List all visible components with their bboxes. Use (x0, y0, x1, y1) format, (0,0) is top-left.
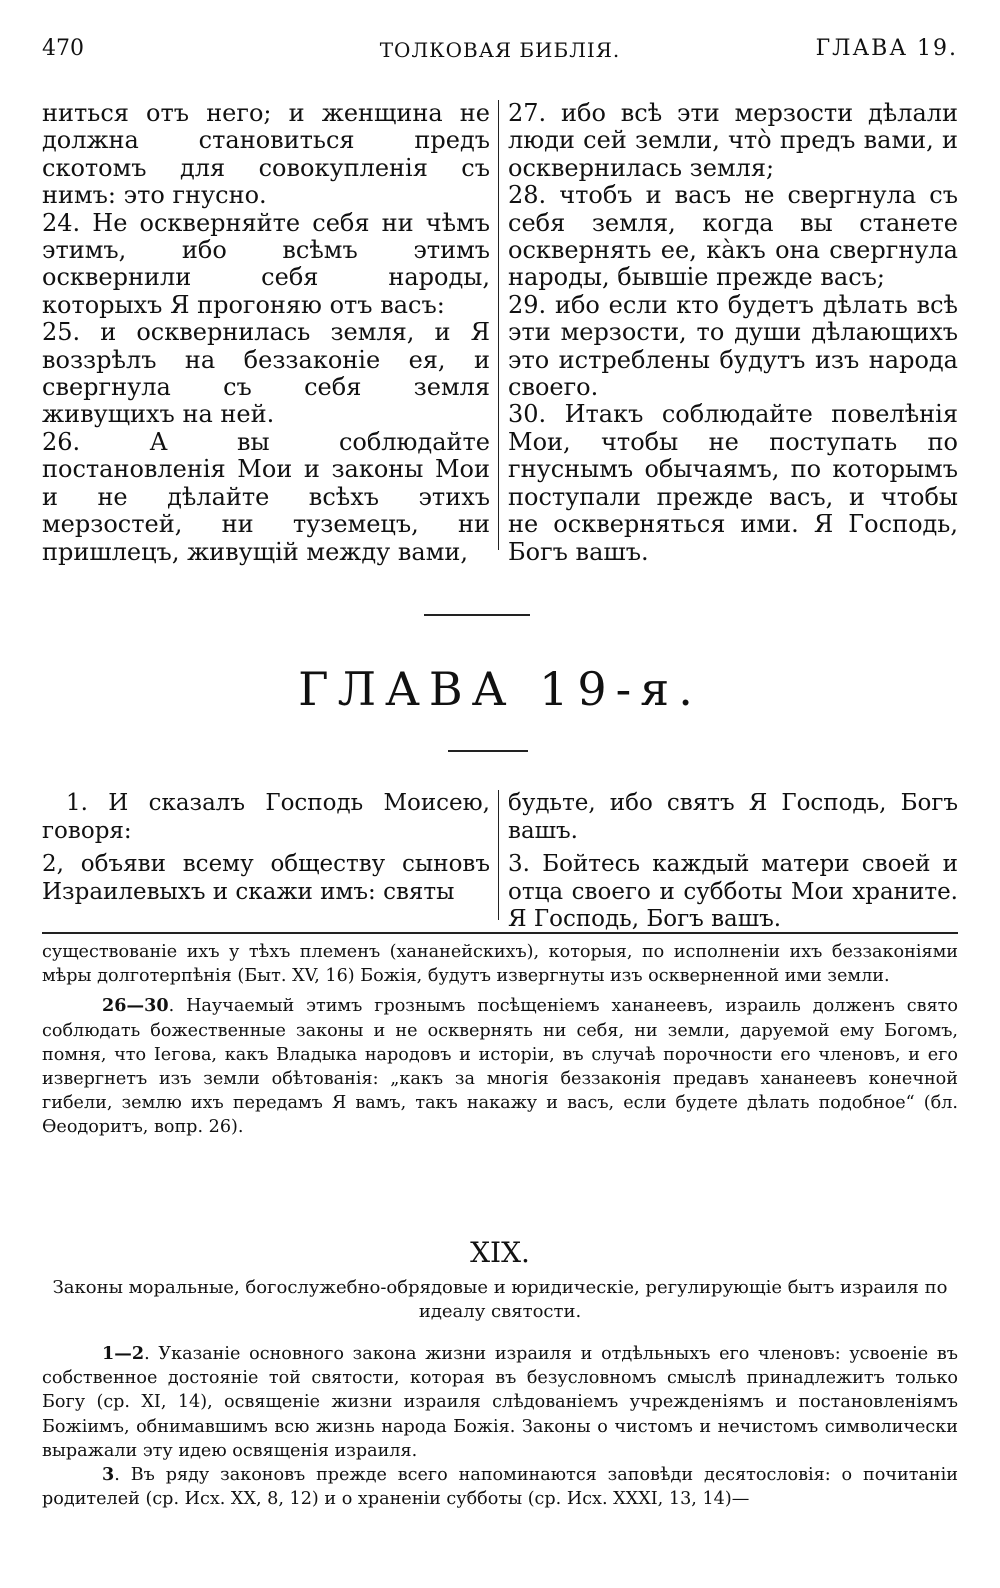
column-divider (498, 790, 499, 920)
section-number: XIX. (470, 1236, 530, 1269)
commentary-block (42, 1342, 958, 1511)
verse-range: 26—30 (102, 995, 169, 1017)
commentary-paragraph: 26—30. Научаемый этимъ грознымъ посѣщеніемъ хананеевъ, израиль долженъ свято соблюдать божественные законы и не осквернять ни себя, ни земли, даруемой ему Богомъ, помня, что Іегова, какъ Владыка народовъ и исторіи, въ случаѣ порочности его членовъ, и его извергнетъ изъ земли обѣтованія: „какъ за многія беззаконія предавъ хананеевъ конечной гибели, землю ихъ передамъ Я вамъ, такъ накажу и васъ, если будете дѣлать подобное“ (бл. Ѳеодоритъ, вопр. 26). (42, 995, 958, 1138)
scripture-columns-chapter (42, 790, 958, 933)
verse-range: 3 (102, 1464, 115, 1486)
chapter-reference: ГЛАВА 19. (815, 36, 958, 61)
chapter-heading: ГЛАВА 19-я. (298, 662, 702, 716)
verse-paragraph: 30. Итакъ соблюдайте повелѣнія Мои, чтобы не поступать по гнуснымъ обычаямъ, по которымъ поступали прежде васъ, и чтобы не оскверняться ими. Я Господь, Богъ вашъ. (508, 400, 958, 566)
verse-paragraph: 26. А вы соблюдайте постановленія Мои и законы Мои и не дѣлайте всѣхъ этихъ мерзостей, ни туземецъ, ни пришлецъ, живущій между вами, (42, 427, 490, 566)
running-head (42, 36, 958, 70)
left-column (42, 790, 490, 906)
right-column (508, 790, 958, 934)
verse-paragraph: 27. ибо всѣ эти мерзости дѣлали люди сей земли, что̀ предъ вами, и осквернилась земля; (508, 99, 958, 182)
chapter-rule-bottom (448, 750, 528, 752)
verse-paragraph: 1. И сказалъ Господь Моисею, говоря: (42, 790, 490, 844)
scripture-columns-top (42, 99, 958, 566)
verse-paragraph: 24. Не оскверняйте себя ни чѣмъ этимъ, ибо всѣмъ этимъ осквернили себя народы, которыхъ Я прогоняю отъ васъ: (42, 208, 490, 319)
commentary-block (42, 940, 958, 1140)
verse-paragraph: ниться отъ него; и женщина не должна становиться предъ скотомъ для совокупленія съ нимъ: это гнусно. (42, 99, 490, 210)
page-number: 470 (42, 36, 84, 61)
verse-range: 1—2 (102, 1343, 145, 1364)
verse-paragraph: будьте, ибо святъ Я Господь, Богъ вашъ. (508, 790, 958, 844)
commentary-paragraph: 1—2. Указаніе основного закона жизни израиля и отдѣльныхъ его членовъ: усвоеніе въ собственное достояніе той святости, которая въ безусловномъ смыслѣ принадлежитъ только Богу (ср. XI, 14), освященіе жизни израиля слѣдованіемъ учрежденіямъ и постановленіямъ Божіимъ, обнимавшимъ всю жизнь народа Божія. Законы о чистомъ и нечистомъ символически выражали эту идею освященія израиля. (42, 1343, 958, 1461)
commentary-separator (42, 932, 958, 934)
commentary-paragraph: существованіе ихъ у тѣхъ племенъ (хананейскихъ), которыя, по исполненіи ихъ беззаконіями мѣры долготерпѣнія (Быт. XV, 16) Божія, будутъ извергнуты изъ оскверненной ими земли. (42, 942, 958, 987)
verse-paragraph: 3. Бойтесь каждый матери своей и отца своего и субботы Мои храните. Я Господь, Богъ вашъ. (508, 851, 958, 933)
commentary-paragraph: 3. Въ ряду законовъ прежде всего напоминаются заповѣди десятословія: о почитаніи родителей (ср. Исх. XX, 8, 12) и о храненіи субботы (ср. Исх. XXXI, 13, 14)— (42, 1464, 958, 1510)
left-column (42, 100, 490, 566)
column-divider (498, 100, 499, 550)
verse-paragraph: 2, объяви всему обществу сыновъ Израилевыхъ и скажи имъ: святы (42, 851, 490, 905)
book-page (42, 0, 958, 1588)
right-column (508, 100, 958, 566)
section-title: Законы моральные, богослужебно-обрядовые и юридическіе, регулирующіе бытъ израиля по идеалу святости. (52, 1277, 948, 1322)
verse-paragraph: 29. ибо если кто будетъ дѣлать всѣ эти мерзости, то души дѣлающихъ это истреблены будутъ изъ народа своего. (508, 290, 958, 402)
verse-paragraph: 25. и осквернилась земля, и Я воззрѣлъ на беззаконіе ея, и свергнула съ себя земля живущихъ на ней. (42, 318, 490, 429)
book-title: ТОЛКОВАЯ БИБЛІЯ. (379, 38, 621, 62)
chapter-rule-top (424, 614, 530, 616)
verse-paragraph: 28. чтобъ и васъ не свергнула съ себя земля, когда вы станете осквернять ее, ка̀къ она свергнула народы, бывшіе прежде васъ; (508, 181, 958, 292)
